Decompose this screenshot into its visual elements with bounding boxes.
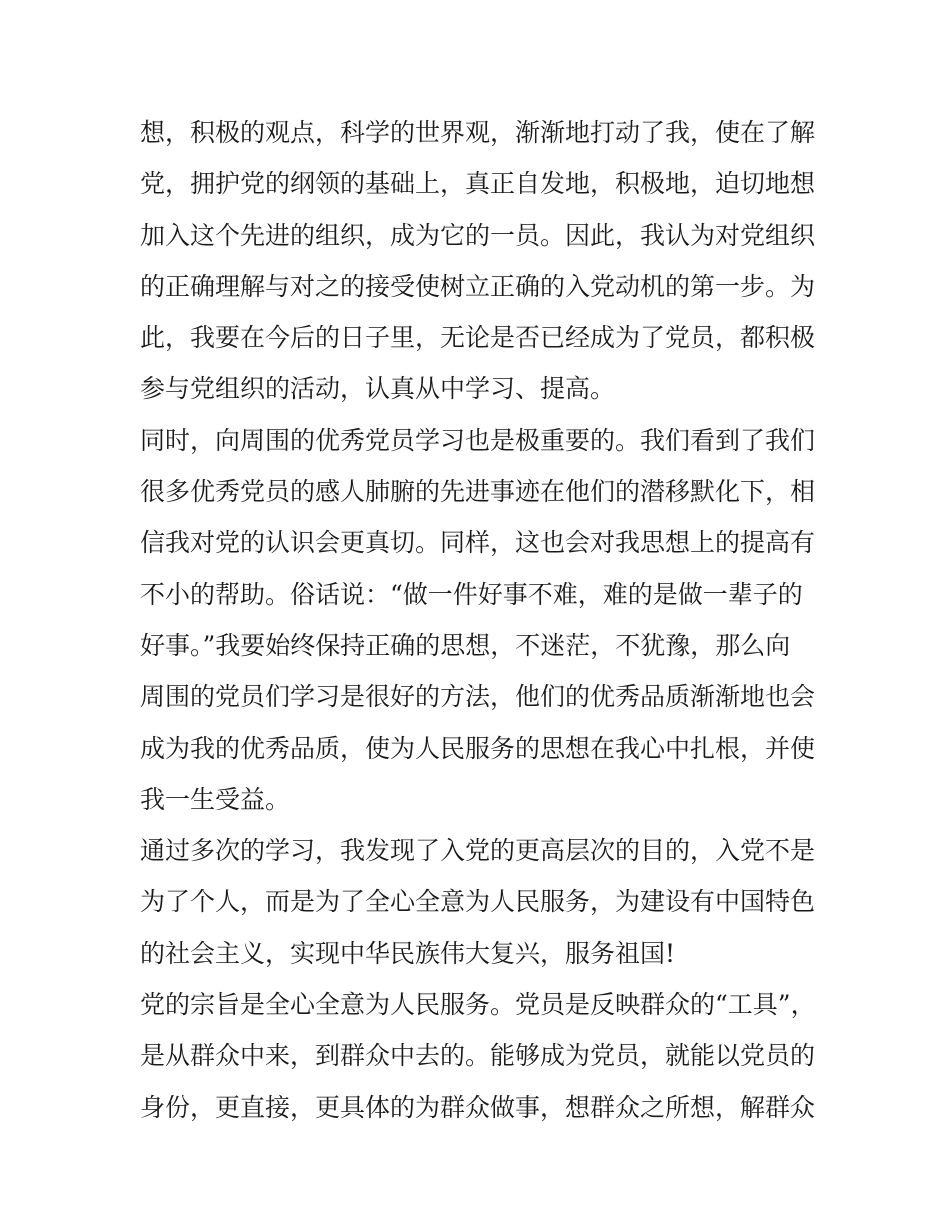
text-line: 通过多次的学习，我发现了入党的更高层次的目的，入党不是 (140, 836, 816, 866)
text-line: 好事。”我要始终保持正确的思想，不迷茫，不犹豫，那么向 (140, 630, 791, 660)
text-line: 同时，向周围的优秀党员学习也是极重要的。我们看到了我们 (140, 425, 816, 455)
text-line: 是从群众中来，到群众中去的。能够成为党员，就能以党员的 (140, 1041, 816, 1071)
body-text (140, 107, 820, 1133)
text-line: 的社会主义，实现中华民族伟大复兴，服务祖国! (140, 938, 676, 968)
text-line: 此，我要在今后的日子里，无论是否已经成为了党员，都积极 (140, 323, 816, 353)
text-line: 我一生受益。 (140, 784, 291, 814)
text-line: 为了个人，而是为了全心全意为人民服务，为建设有中国特色 (140, 887, 816, 917)
text-line: 很多优秀党员的感人肺腑的先进事迹在他们的潜移默化下，相 (140, 477, 816, 507)
text-line: 参与党组织的活动，认真从中学习、提高。 (140, 374, 616, 404)
text-line: 的正确理解与对之的接受使树立正确的入党动机的第一步。为 (140, 271, 816, 301)
text-line: 党，拥护党的纲领的基础上，真正自发地，积极地，迫切地想 (140, 169, 816, 199)
text-line: 周围的党员们学习是很好的方法，他们的优秀品质渐渐地也会 (140, 682, 816, 712)
text-line: 党的宗旨是全心全意为人民服务。党员是反映群众的“工具”， (140, 990, 816, 1020)
text-line: 想，积极的观点，科学的世界观，渐渐地打动了我，使在了解 (140, 118, 816, 147)
text-line: 成为我的优秀品质，使为人民服务的思想在我心中扎根，并使 (140, 733, 816, 763)
text-line: 身份，更直接，更具体的为群众做事，想群众之所想，解群众 (140, 1092, 816, 1122)
text-line: 信我对党的认识会更真切。同样，这也会对我思想上的提高有 (140, 528, 816, 558)
text-line: 不小的帮助。俗话说：“做一件好事不难，难的是做一辈子的 (140, 579, 803, 609)
text-line: 加入这个先进的组织，成为它的一员。因此，我认为对党组织 (140, 220, 816, 250)
